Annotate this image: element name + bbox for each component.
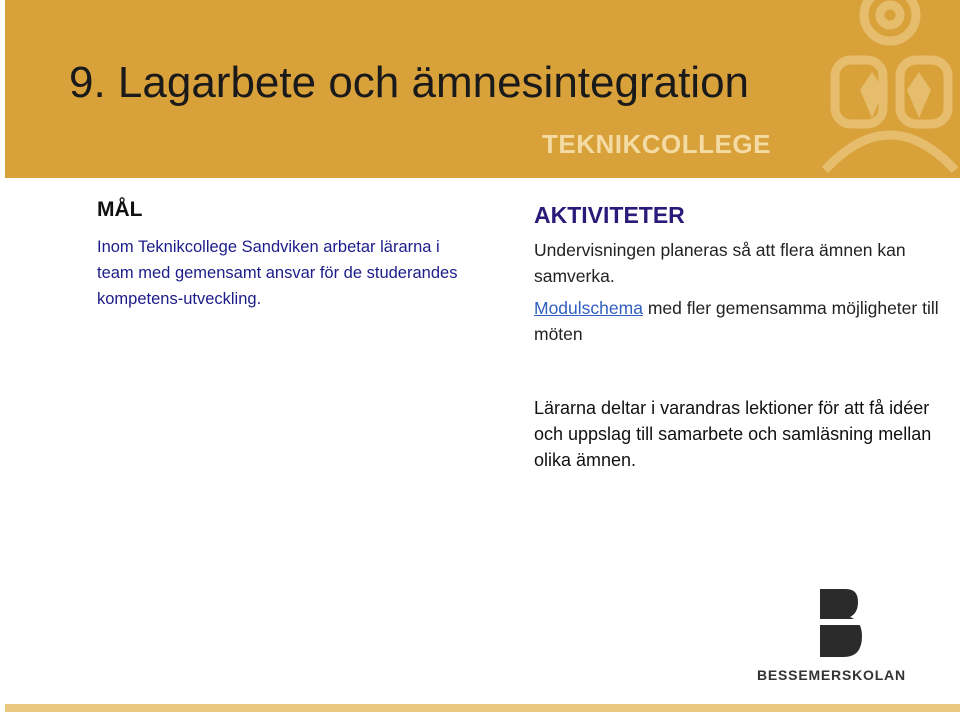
goal-section [97, 198, 477, 312]
activities-paragraph-2 [534, 295, 944, 347]
header-banner [5, 0, 960, 178]
bottom-bar [5, 704, 960, 712]
modulschema-link[interactable]: Modulschema [534, 298, 643, 318]
activities-section [534, 202, 944, 473]
bessemerskolan-wordmark: BESSEMERSKOLAN [757, 667, 906, 683]
teknikcollege-emblem-icon [805, 0, 960, 178]
page-title: 9. Lagarbete och ämnesintegration [69, 58, 750, 107]
goal-text: Inom Teknikcollege Sandviken arbetar lärarna i team med gemensamt ansvar för de studerandes kompetens-utveckling. [97, 238, 458, 308]
activities-heading: AKTIVITETER [534, 202, 685, 228]
activities-paragraph-3: Lärarna deltar i varandras lektioner för att få idéer och uppslag till samarbete och samläsning mellan olika ämnen. [534, 398, 932, 470]
goal-heading: MÅL [97, 198, 143, 221]
activities-paragraph-1: Undervisningen planeras så att flera ämnen kan samverka. [534, 240, 906, 286]
brand-wordmark: TEKNIKCOLLEGE [542, 129, 771, 159]
activities-paragraph-2-text: med fler gemensamma möjligheter till möten [534, 298, 939, 344]
bessemerskolan-logo-icon [820, 589, 862, 657]
